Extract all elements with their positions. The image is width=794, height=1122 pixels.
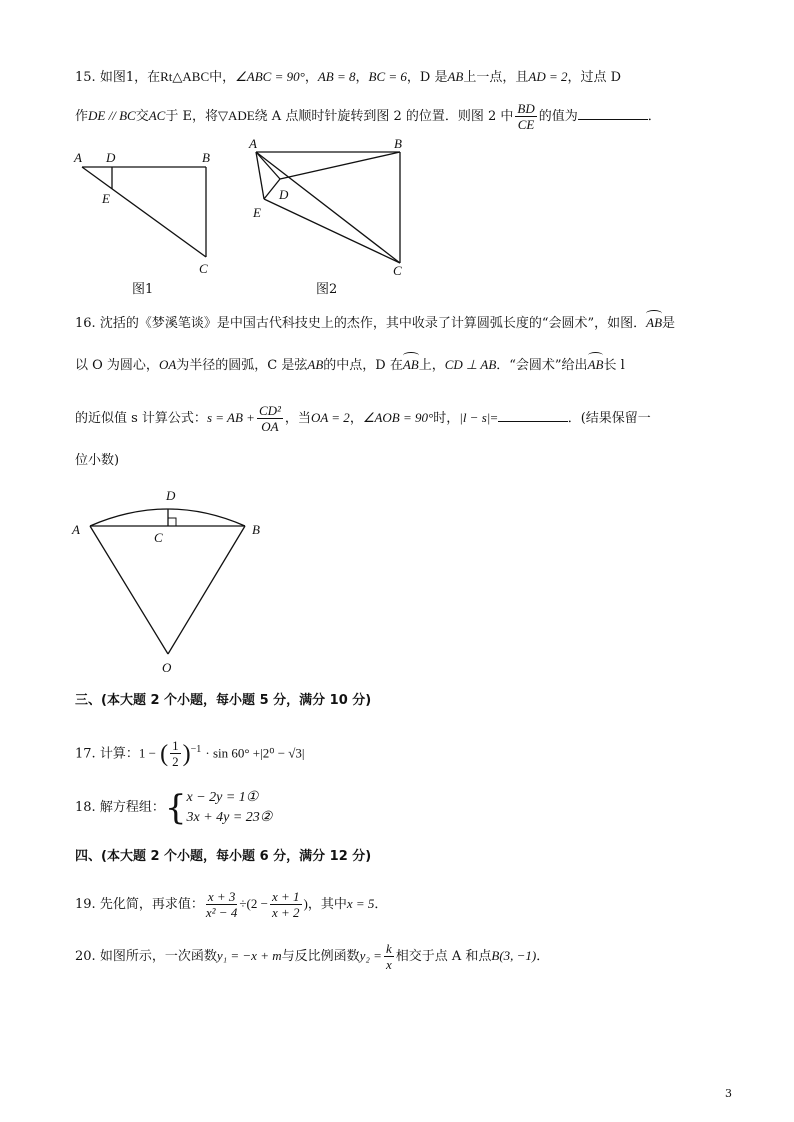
fig1-label-D: D xyxy=(106,150,116,165)
q18: 18. 解方程组：{ x − 2y = 1① 3x + 4y = 23② xyxy=(75,787,273,828)
section-4-heading: 四、(本大题 2 个小题，每小题 6 分，满分 12 分) xyxy=(75,849,372,864)
q20-fraction: $\frac{k}{x}$ xyxy=(385,941,392,972)
q16-line1: 16. 沈括的《梦溪笔谈》是中国古代科技史上的杰作，其中收录了计算圆弧长度的“会圆术”，如图．AB是 xyxy=(75,315,676,331)
q16-formula-fraction: $\frac{\text{CD²}}{OA}$ xyxy=(258,403,281,434)
q16-label-O: O xyxy=(162,660,172,675)
q15-answer-blank xyxy=(578,107,648,120)
q17: 17. 计算：1 − ( $\frac{1}{2}$ )$^{-1}$ · sin 60° +|2⁰ − √3| xyxy=(75,738,305,770)
q16-label-A: A xyxy=(72,522,80,537)
q16-line3: 的近似值 s 计算公式：s = AB + $\frac{\text{CD²}}{OA}$ ，当OA = 2，∠AOB = 90°时，|l − s|= ．(结果保留一 xyxy=(75,403,651,434)
fig1-label-C: C xyxy=(199,261,208,276)
q16-line2: 以 O 为圆心，OA为半径的圆弧，C 是弦AB的中点，D 在AB上，CD ⊥ AB．“会圆术”给出AB长 l xyxy=(75,357,625,373)
q20: 20. 如图所示，一次函数y₁ = −x + m与反比例函数y₂ = $\frac{k}{x}$ 相交于点 A 和点B(3, −1)． xyxy=(75,941,550,972)
section-3-heading: 三、(本大题 2 个小题，每小题 5 分，满分 10 分) xyxy=(75,693,372,708)
fig2-label-B: B xyxy=(394,136,402,151)
q16-line4: 位小数) xyxy=(75,453,120,468)
q16-label-D: D xyxy=(166,488,176,503)
fig1-label-E: E xyxy=(102,191,110,206)
q15-figure-2 xyxy=(240,135,420,300)
q16-label-B: B xyxy=(252,522,260,537)
fig1-caption: 图1 xyxy=(132,282,154,297)
q15-line1: 15. 如图1，在Rt△ABC中，∠ABC = 90°，AB = 8，BC = 6，D 是AB上一点，且AD = 2，过点 D xyxy=(75,69,622,85)
q19-fraction-1: $\frac{x + 3}{\text{x² − 4}}$ xyxy=(205,889,238,920)
q18-system: x − 2y = 1① 3x + 4y = 23② xyxy=(186,789,273,825)
fig1-label-B: B xyxy=(202,150,210,165)
q15-line2: 作DE // BC交AC于 E，将▽ADE绕 A 点顺时针旋转到图 2 的位置．则图 2 中 $\frac{BD}{CE}$ 的值为 ． xyxy=(75,101,661,132)
q15-figure-1 xyxy=(70,145,230,300)
fig2-label-E: E xyxy=(253,205,261,220)
fig2-label-A: A xyxy=(249,136,257,151)
q19-fraction-2: $\frac{x + 1}{x + 2}$ xyxy=(271,889,300,920)
q15-fraction: $\frac{BD}{CE}$ xyxy=(517,101,535,132)
page-number: 3 xyxy=(725,1087,732,1100)
q16-figure xyxy=(65,482,280,677)
fig2-label-D: D xyxy=(279,187,289,202)
q17-half: $\frac{1}{2}$ xyxy=(172,738,179,770)
q16-label-C: C xyxy=(154,530,163,545)
q19: 19. 先化简，再求值： $\frac{x + 3}{\text{x² − 4}}$ ÷(2 − $\frac{x + 1}{x + 2}$ )，其中x = 5． xyxy=(75,889,388,920)
fig1-label-A: A xyxy=(74,150,82,165)
fig2-label-C: C xyxy=(393,263,402,278)
fig2-caption: 图2 xyxy=(316,282,338,297)
q16-answer-blank xyxy=(498,409,568,422)
